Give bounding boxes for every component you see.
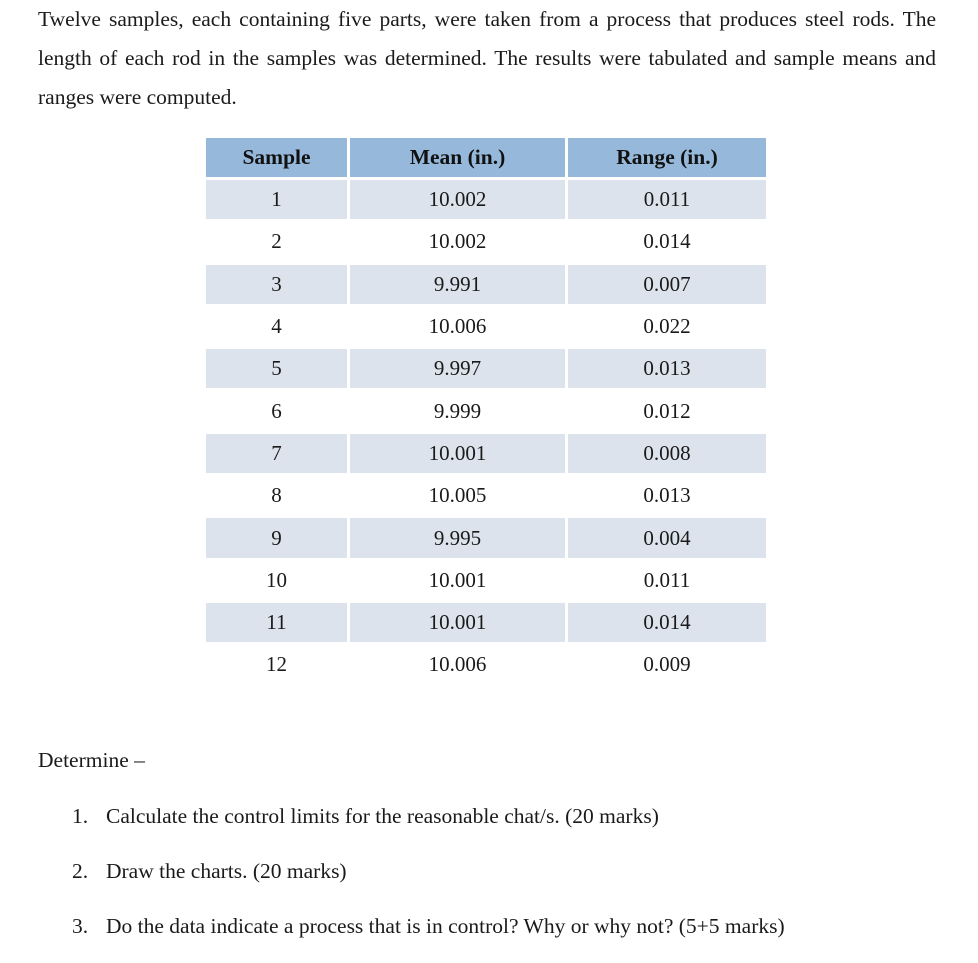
question-text: Calculate the control limits for the reasonable chat/s. (20 marks) (106, 804, 659, 828)
question-number: 3. (72, 914, 89, 938)
header-sample: Sample (206, 138, 349, 179)
question-item (72, 855, 347, 887)
cell-mean: 9.995 (349, 517, 567, 559)
cell-range: 0.012 (567, 390, 767, 432)
cell-sample: 1 (206, 179, 349, 221)
cell-range: 0.013 (567, 348, 767, 390)
cell-range: 0.011 (567, 179, 767, 221)
header-mean: Mean (in.) (349, 138, 567, 179)
table-row (206, 305, 766, 347)
cell-range: 0.011 (567, 559, 767, 601)
cell-sample: 3 (206, 263, 349, 305)
cell-range: 0.007 (567, 263, 767, 305)
table-row (206, 432, 766, 474)
cell-sample: 5 (206, 348, 349, 390)
cell-sample: 12 (206, 644, 349, 686)
determine-heading: Determine – (38, 748, 145, 772)
question-item (72, 800, 659, 832)
table-row (206, 601, 766, 643)
cell-sample: 4 (206, 305, 349, 347)
table-row (206, 348, 766, 390)
table-row (206, 644, 766, 686)
cell-mean: 9.997 (349, 348, 567, 390)
table-row (206, 179, 766, 221)
header-range: Range (in.) (567, 138, 767, 179)
samples-table (206, 138, 766, 688)
cell-mean: 10.002 (349, 221, 567, 263)
cell-range: 0.008 (567, 432, 767, 474)
cell-mean: 10.002 (349, 179, 567, 221)
cell-range: 0.004 (567, 517, 767, 559)
cell-sample: 6 (206, 390, 349, 432)
cell-mean: 9.999 (349, 390, 567, 432)
question-item (72, 910, 785, 942)
cell-sample: 8 (206, 475, 349, 517)
cell-range: 0.014 (567, 601, 767, 643)
cell-mean: 10.001 (349, 601, 567, 643)
cell-range: 0.014 (567, 221, 767, 263)
table-header-row (206, 138, 766, 179)
cell-mean: 10.001 (349, 559, 567, 601)
table-row (206, 221, 766, 263)
table-row (206, 263, 766, 305)
cell-sample: 9 (206, 517, 349, 559)
question-number: 1. (72, 804, 89, 828)
cell-sample: 10 (206, 559, 349, 601)
table-row (206, 475, 766, 517)
question-number: 2. (72, 859, 89, 883)
cell-mean: 9.991 (349, 263, 567, 305)
question-text: Do the data indicate a process that is in control? Why or why not? (5+5 marks) (106, 914, 785, 938)
cell-sample: 11 (206, 601, 349, 643)
table-row (206, 559, 766, 601)
cell-mean: 10.006 (349, 305, 567, 347)
table-row (206, 390, 766, 432)
cell-mean: 10.005 (349, 475, 567, 517)
cell-range: 0.022 (567, 305, 767, 347)
cell-sample: 7 (206, 432, 349, 474)
cell-sample: 2 (206, 221, 349, 263)
intro-paragraph: Twelve samples, each containing five parts, were taken from a process that produces steel rods. The length of each rod in the samples was determined. The results were tabulated and sample means and ranges were computed. (38, 7, 936, 109)
cell-mean: 10.006 (349, 644, 567, 686)
cell-mean: 10.001 (349, 432, 567, 474)
cell-range: 0.013 (567, 475, 767, 517)
question-text: Draw the charts. (20 marks) (106, 859, 347, 883)
table-row (206, 517, 766, 559)
cell-range: 0.009 (567, 644, 767, 686)
